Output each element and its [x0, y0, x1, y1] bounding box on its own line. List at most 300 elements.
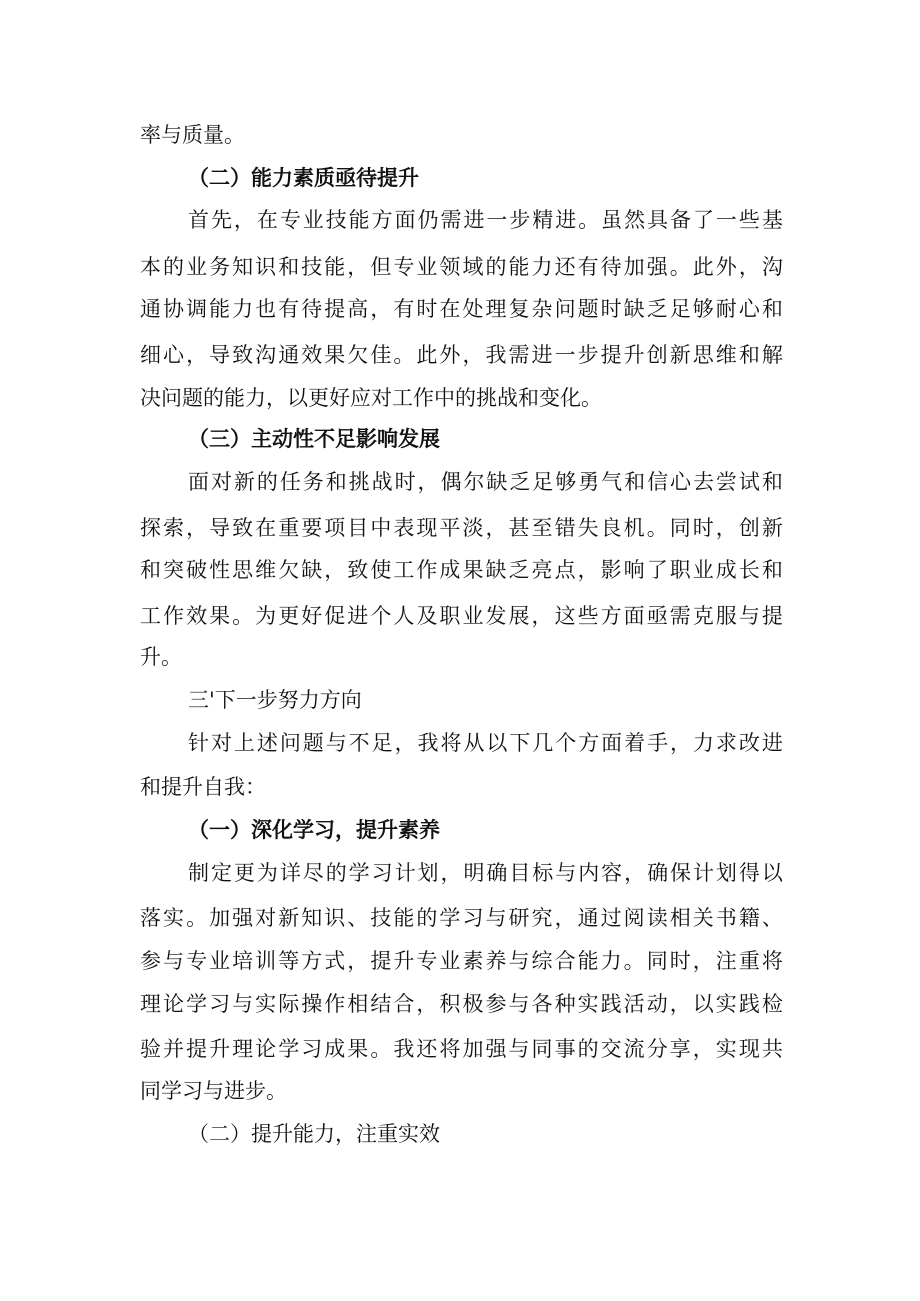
- glyph: 能: [577, 949, 599, 973]
- glyph: 果: [462, 558, 484, 582]
- glyph: 心: [163, 343, 185, 367]
- glyph: 明: [463, 861, 485, 885]
- glyph: 足: [669, 297, 691, 321]
- glyph: 重: [278, 516, 300, 540]
- glyph: 长: [738, 558, 760, 582]
- glyph: 致: [347, 558, 369, 582]
- glyph: 在: [255, 516, 277, 540]
- glyph: 通: [577, 906, 599, 930]
- glyph: 计: [692, 861, 714, 885]
- glyph: 创: [646, 343, 668, 367]
- glyph: 偶: [440, 470, 462, 494]
- glyph: 处: [462, 297, 484, 321]
- glyph: 分: [646, 1037, 668, 1061]
- glyph: 学: [186, 992, 208, 1016]
- glyph: 从: [463, 731, 485, 755]
- glyph: 同: [531, 1037, 553, 1061]
- glyph: 方: [578, 731, 600, 755]
- glyph: 践: [738, 992, 760, 1016]
- glyph: 本: [140, 255, 161, 279]
- glyph: ，: [462, 343, 484, 367]
- glyph: 需: [508, 343, 530, 367]
- glyph: 也: [255, 297, 277, 321]
- glyph: 试: [738, 470, 760, 494]
- glyph: 机: [623, 516, 645, 540]
- glyph: 我: [417, 731, 439, 755]
- glyph: 心: [738, 297, 760, 321]
- glyph: 至: [531, 516, 553, 540]
- glyph: 心: [670, 470, 692, 494]
- glyph: 得: [738, 861, 760, 885]
- glyph: 与: [508, 1037, 530, 1061]
- glyph: 提: [600, 343, 622, 367]
- glyph: 种: [554, 992, 576, 1016]
- glyph: 响: [623, 558, 645, 582]
- glyph: 和: [278, 255, 300, 279]
- glyph: 我: [393, 1037, 415, 1061]
- glyph: 能: [348, 208, 370, 232]
- glyph: ，: [624, 861, 646, 885]
- glyph: 高: [347, 297, 369, 321]
- glyph: 需: [440, 208, 462, 232]
- glyph: 与: [555, 861, 577, 885]
- glyph: 相: [347, 992, 369, 1016]
- glyph: 影: [600, 558, 622, 582]
- glyph: 作: [416, 558, 438, 582]
- glyph: 践: [600, 992, 622, 1016]
- glyph: 杂: [531, 297, 553, 321]
- glyph: 效: [301, 343, 323, 367]
- glyph: 能: [209, 297, 231, 321]
- glyph: 点: [554, 558, 576, 582]
- glyph: 目: [347, 516, 369, 540]
- glyph: 力: [531, 255, 553, 279]
- glyph: 专: [186, 949, 208, 973]
- glyph: 读: [646, 906, 668, 930]
- glyph: 够: [692, 297, 714, 321]
- paragraph-line: [140, 941, 783, 981]
- glyph: 同: [669, 516, 691, 540]
- glyph: 首: [188, 208, 209, 232]
- glyph: 素: [462, 949, 484, 973]
- glyph: ，: [347, 255, 369, 279]
- glyph: 去: [692, 470, 714, 494]
- glyph: 提: [370, 949, 392, 973]
- glyph: 外: [715, 255, 737, 279]
- glyph: 进: [555, 208, 577, 232]
- glyph: 和: [325, 470, 347, 494]
- glyph: 学: [278, 1037, 300, 1061]
- glyph: 强: [485, 1037, 507, 1061]
- glyph: 失: [577, 516, 599, 540]
- glyph: 缺: [301, 558, 323, 582]
- glyph: 。: [623, 949, 645, 973]
- glyph: 维: [255, 558, 277, 582]
- glyph: 工: [393, 558, 415, 582]
- glyph: 尝: [715, 470, 737, 494]
- glyph: 进: [531, 343, 553, 367]
- glyph: 甚: [508, 516, 530, 540]
- glyph: 专: [393, 255, 415, 279]
- glyph: ，: [186, 343, 208, 367]
- glyph: 面: [623, 604, 645, 628]
- glyph: 确: [486, 861, 508, 885]
- paragraph-line: [140, 508, 783, 548]
- glyph: 。: [232, 604, 254, 628]
- glyph: 的: [577, 1037, 599, 1061]
- glyph: 技: [301, 255, 323, 279]
- glyph: 业: [209, 949, 231, 973]
- glyph: 的: [256, 470, 278, 494]
- glyph: 习: [209, 992, 231, 1016]
- glyph: 提: [186, 1037, 208, 1061]
- glyph: 和: [624, 470, 646, 494]
- glyph: 展: [508, 604, 530, 628]
- glyph: 验: [140, 1037, 161, 1061]
- glyph: 享: [669, 1037, 691, 1061]
- glyph: 升: [623, 343, 645, 367]
- glyph: 果: [209, 604, 231, 628]
- glyph: 欠: [278, 558, 300, 582]
- glyph: 定: [210, 861, 232, 885]
- glyph: 动: [646, 992, 668, 1016]
- glyph: 、: [761, 906, 783, 930]
- glyph: 还: [554, 255, 576, 279]
- glyph: 创: [738, 516, 760, 540]
- glyph: 以: [761, 861, 783, 885]
- glyph: 务: [302, 470, 324, 494]
- glyph: 。: [393, 343, 415, 367]
- glyph: 识: [324, 906, 346, 930]
- glyph: 实: [715, 1037, 737, 1061]
- glyph: 足: [532, 470, 554, 494]
- paragraph-line: [140, 550, 783, 590]
- glyph: 研: [508, 906, 530, 930]
- glyph: 与: [508, 949, 530, 973]
- glyph: 方: [371, 208, 393, 232]
- glyph: 挑: [348, 470, 370, 494]
- glyph: 这: [554, 604, 576, 628]
- glyph: 交: [600, 1037, 622, 1061]
- glyph: 专: [416, 949, 438, 973]
- paragraph-line: [140, 289, 783, 329]
- glyph: 沟: [255, 343, 277, 367]
- glyph: 缺: [486, 470, 508, 494]
- glyph: 此: [692, 255, 714, 279]
- glyph: 和: [738, 343, 760, 367]
- glyph: 能: [393, 906, 415, 930]
- paragraph-line: [188, 723, 783, 763]
- glyph: 时: [600, 297, 622, 321]
- glyph: 际: [278, 992, 300, 1016]
- glyph: 理: [485, 297, 507, 321]
- paragraph-line: 决问题的能力，以更好应对工作中的挑战和变化。: [140, 386, 602, 410]
- glyph: 些: [738, 208, 760, 232]
- glyph: 实: [715, 992, 737, 1016]
- glyph: 能: [324, 255, 346, 279]
- glyph: 制: [188, 861, 209, 885]
- glyph: 基: [761, 208, 783, 232]
- glyph: 的: [416, 906, 438, 930]
- paragraph-line: [188, 853, 783, 893]
- glyph: 习: [371, 861, 393, 885]
- glyph: 养: [485, 949, 507, 973]
- glyph: 领: [439, 255, 461, 279]
- glyph: 与: [232, 992, 254, 1016]
- glyph: 加: [623, 255, 645, 279]
- glyph: 不: [348, 731, 370, 755]
- glyph: 使: [370, 558, 392, 582]
- glyph: 调: [186, 297, 208, 321]
- glyph: 详: [279, 861, 301, 885]
- glyph: 服: [715, 604, 737, 628]
- glyph: 习: [462, 906, 484, 930]
- glyph: 破: [186, 558, 208, 582]
- glyph: 技: [325, 208, 347, 232]
- glyph: 方: [301, 949, 323, 973]
- glyph: 具: [647, 208, 669, 232]
- glyph: ，: [554, 906, 576, 930]
- glyph: 时: [416, 297, 438, 321]
- paragraph-line: 率与质量。: [140, 123, 245, 147]
- glyph: 战: [371, 470, 393, 494]
- glyph: 对: [255, 906, 277, 930]
- glyph: 阅: [623, 906, 645, 930]
- glyph: 并: [163, 1037, 185, 1061]
- glyph: 新: [233, 470, 255, 494]
- glyph: 及: [416, 604, 438, 628]
- glyph: ，: [440, 861, 462, 885]
- glyph: 外: [439, 343, 461, 367]
- glyph: 解: [761, 343, 783, 367]
- glyph: 各: [531, 992, 553, 1016]
- glyph: 人: [393, 604, 415, 628]
- glyph: 强: [646, 255, 668, 279]
- glyph: 以: [692, 992, 714, 1016]
- section-heading-capability: （二）提升能力，注重实效: [188, 1122, 440, 1146]
- glyph: 提: [324, 297, 346, 321]
- glyph: 业: [416, 255, 438, 279]
- glyph: 问: [554, 297, 576, 321]
- glyph: ，: [394, 731, 416, 755]
- glyph: ，: [715, 516, 737, 540]
- glyph: ，: [347, 949, 369, 973]
- glyph: ，: [417, 470, 439, 494]
- glyph: 职: [439, 604, 461, 628]
- glyph: ，: [416, 992, 438, 1016]
- glyph: 。: [669, 255, 691, 279]
- glyph: 划: [715, 861, 737, 885]
- glyph: 专: [279, 208, 301, 232]
- glyph: 待: [600, 255, 622, 279]
- glyph: 有: [393, 297, 415, 321]
- glyph: 学: [348, 861, 370, 885]
- glyph: 足: [371, 731, 393, 755]
- glyph: 。: [370, 1037, 392, 1061]
- glyph: 综: [531, 949, 553, 973]
- glyph: 通: [278, 343, 300, 367]
- glyph: 我: [485, 343, 507, 367]
- glyph: 在: [439, 297, 461, 321]
- glyph: 个: [370, 604, 392, 628]
- glyph: 中: [370, 516, 392, 540]
- glyph: 和: [761, 470, 783, 494]
- glyph: 籍: [738, 906, 760, 930]
- glyph: 手: [647, 731, 669, 755]
- glyph: 将: [761, 949, 783, 973]
- glyph: 精: [532, 208, 554, 232]
- glyph: 加: [462, 1037, 484, 1061]
- glyph: 训: [255, 949, 277, 973]
- glyph: 知: [301, 906, 323, 930]
- glyph: 面: [601, 731, 623, 755]
- glyph: 的: [325, 861, 347, 885]
- glyph: 和: [140, 558, 161, 582]
- glyph: 索: [163, 516, 185, 540]
- glyph: 亮: [531, 558, 553, 582]
- glyph: 着: [624, 731, 646, 755]
- glyph: 业: [692, 558, 714, 582]
- glyph: 合: [393, 992, 415, 1016]
- glyph: 错: [554, 516, 576, 540]
- glyph: 事: [554, 1037, 576, 1061]
- glyph: 一: [554, 343, 576, 367]
- glyph: 新: [669, 343, 691, 367]
- glyph: 划: [417, 861, 439, 885]
- glyph: 内: [578, 861, 600, 885]
- glyph: 淡: [462, 516, 484, 540]
- paragraph-line: [140, 984, 783, 1024]
- glyph: 究: [531, 906, 553, 930]
- glyph: 工: [140, 604, 161, 628]
- glyph: 论: [255, 1037, 277, 1061]
- glyph: 欠: [347, 343, 369, 367]
- glyph: 探: [140, 516, 161, 540]
- glyph: 现: [738, 1037, 760, 1061]
- glyph: 下: [509, 731, 531, 755]
- glyph: 上: [233, 731, 255, 755]
- glyph: 一: [486, 208, 508, 232]
- glyph: 了: [692, 208, 714, 232]
- glyph: 实: [577, 992, 599, 1016]
- glyph: 待: [301, 297, 323, 321]
- glyph: 问: [279, 731, 301, 755]
- glyph: 与: [325, 731, 347, 755]
- glyph: 书: [715, 906, 737, 930]
- glyph: 几: [532, 731, 554, 755]
- paragraph-line: [140, 1029, 783, 1069]
- glyph: 先: [210, 208, 232, 232]
- glyph: 和: [761, 297, 783, 321]
- glyph: 乏: [646, 297, 668, 321]
- glyph: 。: [186, 906, 208, 930]
- glyph: 协: [163, 297, 185, 321]
- glyph: 更: [233, 861, 255, 885]
- glyph: 导: [209, 516, 231, 540]
- glyph: 仍: [417, 208, 439, 232]
- glyph: 落: [140, 906, 161, 930]
- glyph: 更: [278, 604, 300, 628]
- glyph: 相: [669, 906, 691, 930]
- glyph: 克: [692, 604, 714, 628]
- paragraph-line: 和提升自我：: [140, 775, 266, 799]
- glyph: 发: [485, 604, 507, 628]
- glyph: 知: [232, 255, 254, 279]
- glyph: 时: [394, 470, 416, 494]
- glyph: ，: [186, 516, 208, 540]
- glyph: 沟: [761, 255, 783, 279]
- glyph: 式: [324, 949, 346, 973]
- glyph: ，: [324, 558, 346, 582]
- glyph: 强: [232, 906, 254, 930]
- glyph: 此: [416, 343, 438, 367]
- glyph: 尽: [302, 861, 324, 885]
- glyph: 性: [209, 558, 231, 582]
- glyph: 过: [600, 906, 622, 930]
- glyph: 保: [670, 861, 692, 885]
- glyph: 力: [600, 949, 622, 973]
- glyph: 致: [232, 516, 254, 540]
- glyph: 的: [485, 255, 507, 279]
- glyph: 致: [232, 343, 254, 367]
- glyph: 。: [646, 516, 668, 540]
- glyph: 够: [555, 470, 577, 494]
- glyph: 识: [255, 255, 277, 279]
- glyph: 需: [669, 604, 691, 628]
- glyph: 将: [439, 1037, 461, 1061]
- glyph: 要: [301, 516, 323, 540]
- glyph: 些: [577, 604, 599, 628]
- section-heading-study: （一）深化学习，提升素养: [188, 818, 440, 842]
- glyph: 突: [163, 558, 185, 582]
- glyph: 目: [509, 861, 531, 885]
- glyph: 乏: [508, 558, 530, 582]
- glyph: 力: [232, 297, 254, 321]
- glyph: 勇: [578, 470, 600, 494]
- glyph: 通: [140, 297, 161, 321]
- glyph: 然: [624, 208, 646, 232]
- glyph: 进: [761, 731, 783, 755]
- glyph: 现: [416, 516, 438, 540]
- paragraph-line: [140, 247, 783, 287]
- glyph: 表: [393, 516, 415, 540]
- glyph: 成: [715, 558, 737, 582]
- glyph: 为: [256, 861, 278, 885]
- glyph: ，: [692, 1037, 714, 1061]
- glyph: 了: [646, 558, 668, 582]
- glyph: 乏: [509, 470, 531, 494]
- glyph: 对: [210, 470, 232, 494]
- glyph: 步: [509, 208, 531, 232]
- glyph: 能: [508, 255, 530, 279]
- glyph: 果: [347, 1037, 369, 1061]
- glyph: 容: [601, 861, 623, 885]
- glyph: 新: [278, 906, 300, 930]
- glyph: 参: [140, 949, 161, 973]
- glyph: 亟: [646, 604, 668, 628]
- glyph: 注: [715, 949, 737, 973]
- glyph: 将: [440, 731, 462, 755]
- glyph: 步: [577, 343, 599, 367]
- glyph: 果: [324, 343, 346, 367]
- glyph: 缺: [623, 297, 645, 321]
- glyph: 针: [188, 731, 209, 755]
- glyph: 论: [163, 992, 185, 1016]
- glyph: ，: [577, 558, 599, 582]
- glyph: 对: [210, 731, 232, 755]
- glyph: 面: [188, 470, 209, 494]
- glyph: 共: [761, 1037, 783, 1061]
